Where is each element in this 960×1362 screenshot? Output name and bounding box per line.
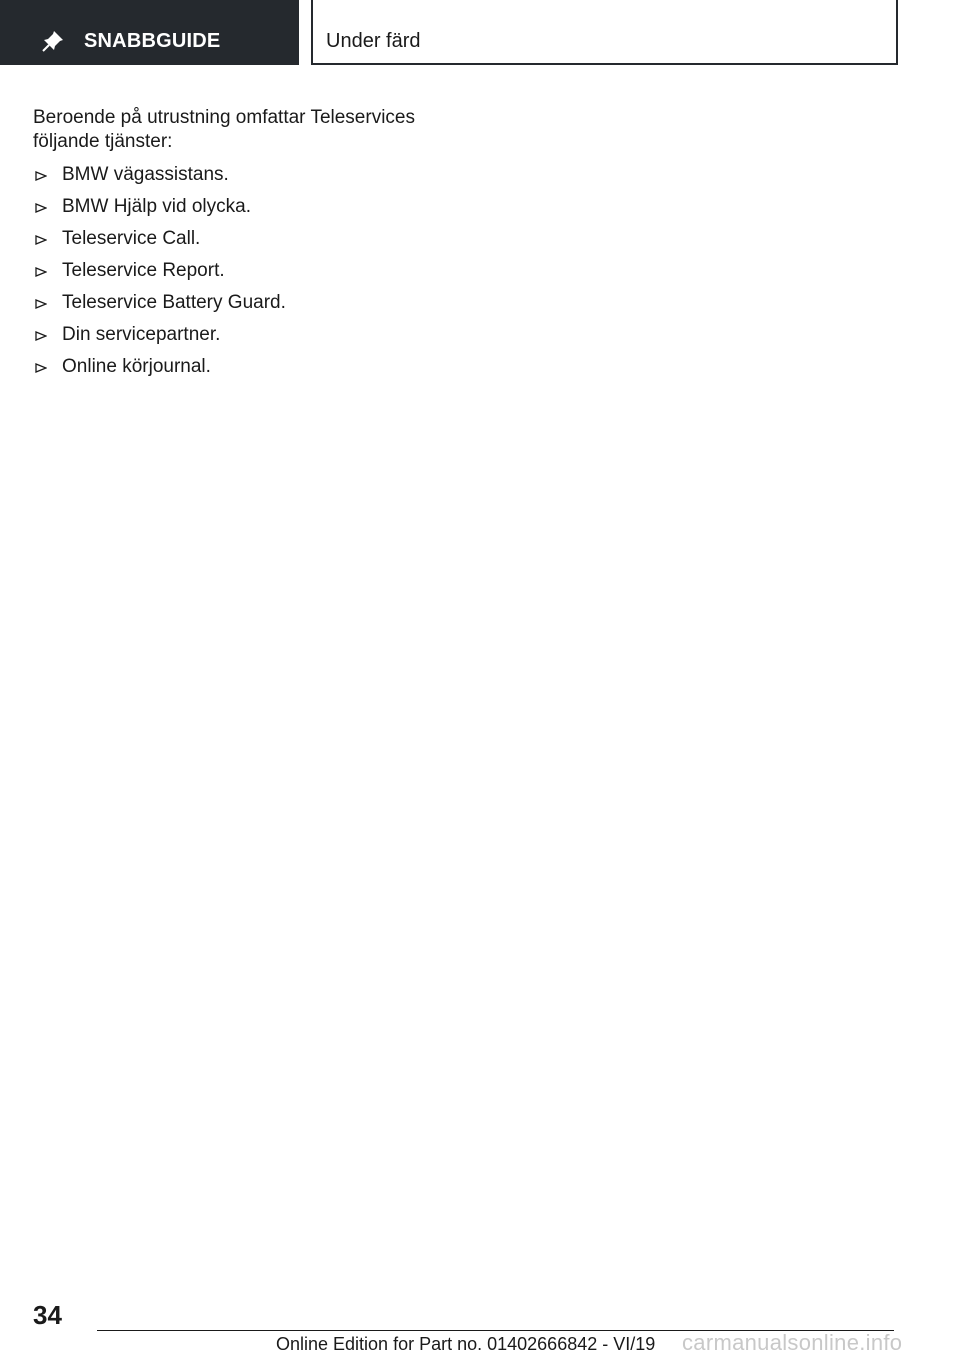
watermark: carmanualsonline.info: [682, 1330, 903, 1355]
triangle-bullet-icon: [35, 363, 47, 373]
header-tab-label: SNABBGUIDE: [84, 30, 221, 52]
list-item-text: BMW vägassistans.: [62, 164, 229, 185]
list-item-text: BMW Hjälp vid olycka.: [62, 196, 251, 217]
intro-paragraph: Beroende på utrustning omfattar Teleservices följande tjänster:: [33, 107, 415, 152]
page-number: 34: [33, 1300, 62, 1330]
pin-icon: [40, 28, 66, 54]
triangle-bullet-icon: [35, 203, 47, 213]
list-item: [33, 291, 453, 323]
main-content: [33, 106, 453, 387]
header-section: [311, 0, 898, 65]
list-item: [33, 259, 453, 291]
list-item: [33, 323, 453, 355]
triangle-bullet-icon: [35, 267, 47, 277]
header-tab-snabbguide[interactable]: [0, 0, 299, 65]
triangle-bullet-icon: [35, 235, 47, 245]
list-item-text: Online körjournal.: [62, 356, 211, 377]
list-item-text: Teleservice Battery Guard.: [62, 292, 286, 313]
list-item-text: Din servicepartner.: [62, 324, 221, 345]
triangle-bullet-icon: [35, 299, 47, 309]
triangle-bullet-icon: [35, 331, 47, 341]
list-item-text: Teleservice Call.: [62, 228, 201, 249]
list-item-text: Teleservice Report.: [62, 260, 225, 281]
triangle-bullet-icon: [35, 171, 47, 181]
footer-edition: Online Edition for Part no. 01402666842 - VI/19: [276, 1334, 656, 1354]
list-item: [33, 227, 453, 259]
list-item: [33, 195, 453, 227]
list-item: [33, 355, 453, 387]
section-title: Under färd: [326, 30, 421, 52]
service-list: [33, 163, 453, 387]
list-item: [33, 163, 453, 195]
